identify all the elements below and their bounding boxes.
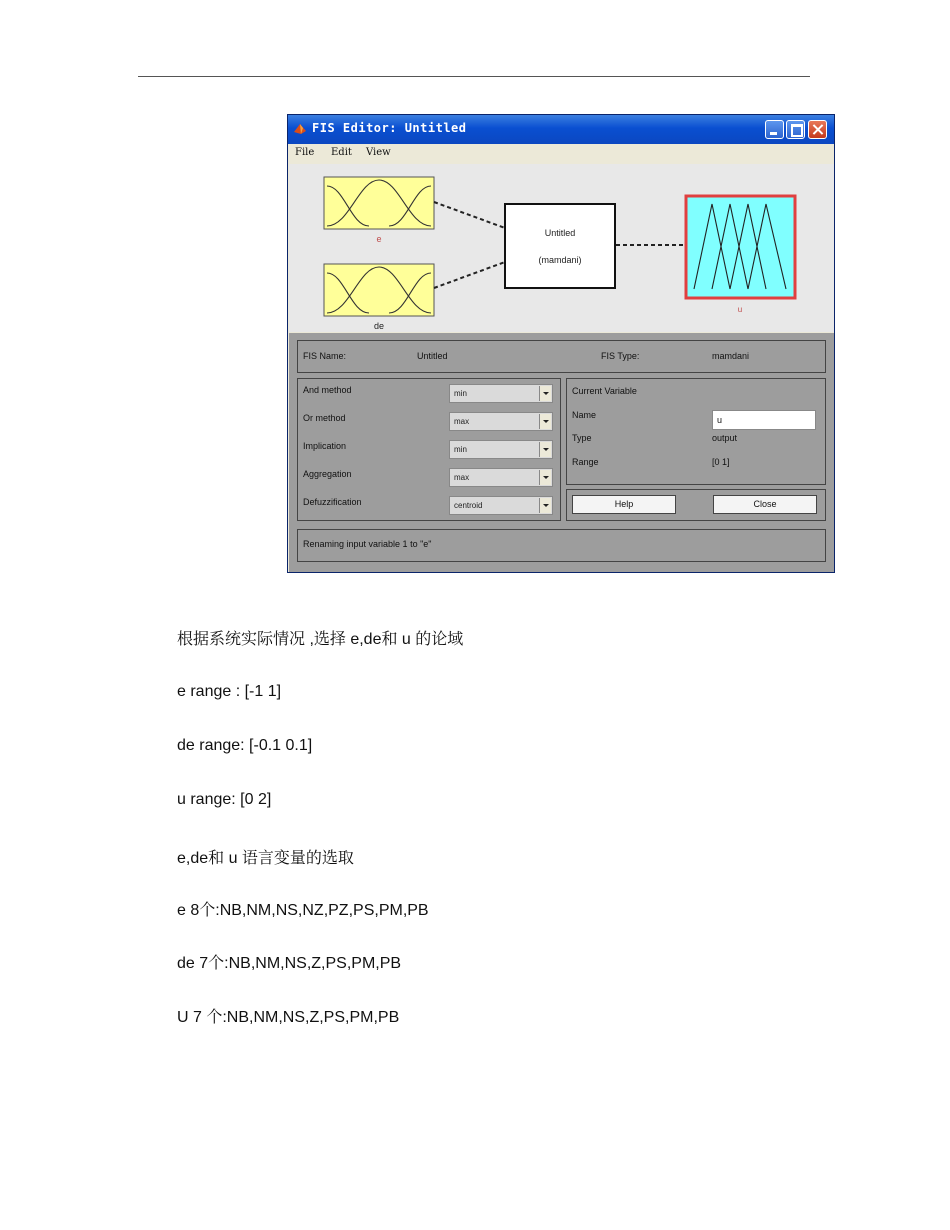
implication-select[interactable] — [449, 440, 553, 459]
fis-type-label: FIS Type: — [601, 351, 640, 361]
variable-name-input[interactable]: u — [712, 410, 816, 430]
fis-editor-window — [287, 114, 835, 573]
and-method-select[interactable] — [449, 384, 553, 403]
or-method-value: max — [454, 417, 470, 426]
aggregation-value: max — [454, 473, 470, 482]
close-button[interactable]: Close — [713, 495, 817, 514]
text-line-8: U 7 个:NB,NM,NS,Z,PS,PM,PB — [177, 1009, 400, 1026]
close-window-button[interactable] — [808, 120, 827, 139]
chevron-down-icon[interactable] — [539, 442, 551, 457]
text-line-1: 根据系统实际情况 ,选择 e,de和 u 的论域 — [177, 631, 464, 648]
menu-bar — [288, 144, 834, 164]
or-method-select[interactable] — [449, 412, 553, 431]
menu-edit[interactable]: Edit — [331, 147, 352, 158]
implication-label: Implication — [303, 441, 347, 451]
input-e-label: e — [376, 234, 382, 244]
variable-range-label: Range — [572, 457, 599, 467]
window-title: FIS Editor: Untitled — [312, 121, 467, 135]
defuzzification-select[interactable] — [449, 496, 553, 515]
input-de-label: de — [373, 321, 385, 331]
fis-diagram-canvas — [289, 164, 834, 332]
title-bar[interactable] — [288, 115, 834, 144]
aggregation-select[interactable] — [449, 468, 553, 487]
text-line-2: e range : [-1 1] — [177, 683, 282, 700]
variable-type-label: Type — [572, 433, 592, 443]
methods-panel — [297, 378, 561, 521]
defuzzification-label: Defuzzification — [303, 497, 362, 507]
chevron-down-icon[interactable] — [539, 414, 551, 429]
fis-diagram — [289, 164, 834, 332]
system-name: Untitled — [544, 228, 576, 238]
menu-file[interactable]: File — [295, 147, 315, 158]
buttons-panel — [566, 489, 826, 521]
text-line-3: de range: [-0.1 0.1] — [177, 737, 313, 754]
and-method-value: min — [454, 389, 467, 398]
output-u-block[interactable] — [686, 196, 795, 298]
system-block[interactable] — [505, 204, 615, 288]
current-variable-panel — [566, 378, 826, 485]
system-type: (mamdani) — [538, 255, 582, 265]
menu-view[interactable]: View — [366, 147, 391, 158]
status-text: Renaming input variable 1 to "e" — [303, 539, 432, 549]
variable-range-value: [0 1] — [712, 457, 730, 467]
fis-name-label: FIS Name: — [303, 351, 347, 361]
matlab-app-icon — [293, 122, 307, 136]
page-top-rule — [138, 76, 810, 77]
and-method-label: And method — [303, 385, 352, 395]
text-line-5: e,de和 u 语言变量的选取 — [177, 850, 354, 867]
output-u-label: u — [737, 305, 743, 314]
fis-type-value: mamdani — [712, 351, 750, 361]
defuzzification-value: centroid — [454, 501, 483, 510]
status-panel — [297, 529, 826, 562]
chevron-down-icon[interactable] — [539, 470, 551, 485]
variable-name-label: Name — [572, 410, 597, 420]
aggregation-label: Aggregation — [303, 469, 352, 479]
or-method-label: Or method — [303, 413, 346, 423]
input-e-block[interactable] — [324, 177, 434, 229]
minimize-button[interactable] — [765, 120, 784, 139]
text-line-7: de 7个:NB,NM,NS,Z,PS,PM,PB — [177, 955, 402, 972]
current-variable-header: Current Variable — [572, 386, 637, 396]
fis-info-panel — [297, 340, 826, 373]
text-line-6: e 8个:NB,NM,NS,NZ,PZ,PS,PM,PB — [177, 902, 429, 919]
fis-name-value: Untitled — [417, 351, 448, 361]
text-line-4: u range: [0 2] — [177, 791, 272, 808]
help-button[interactable]: Help — [572, 495, 676, 514]
chevron-down-icon[interactable] — [539, 498, 551, 513]
chevron-down-icon[interactable] — [539, 386, 551, 401]
input-de-block[interactable] — [324, 264, 434, 316]
variable-type-value: output — [712, 433, 738, 443]
maximize-button[interactable] — [786, 120, 805, 139]
implication-value: min — [454, 445, 467, 454]
properties-area — [289, 333, 834, 572]
